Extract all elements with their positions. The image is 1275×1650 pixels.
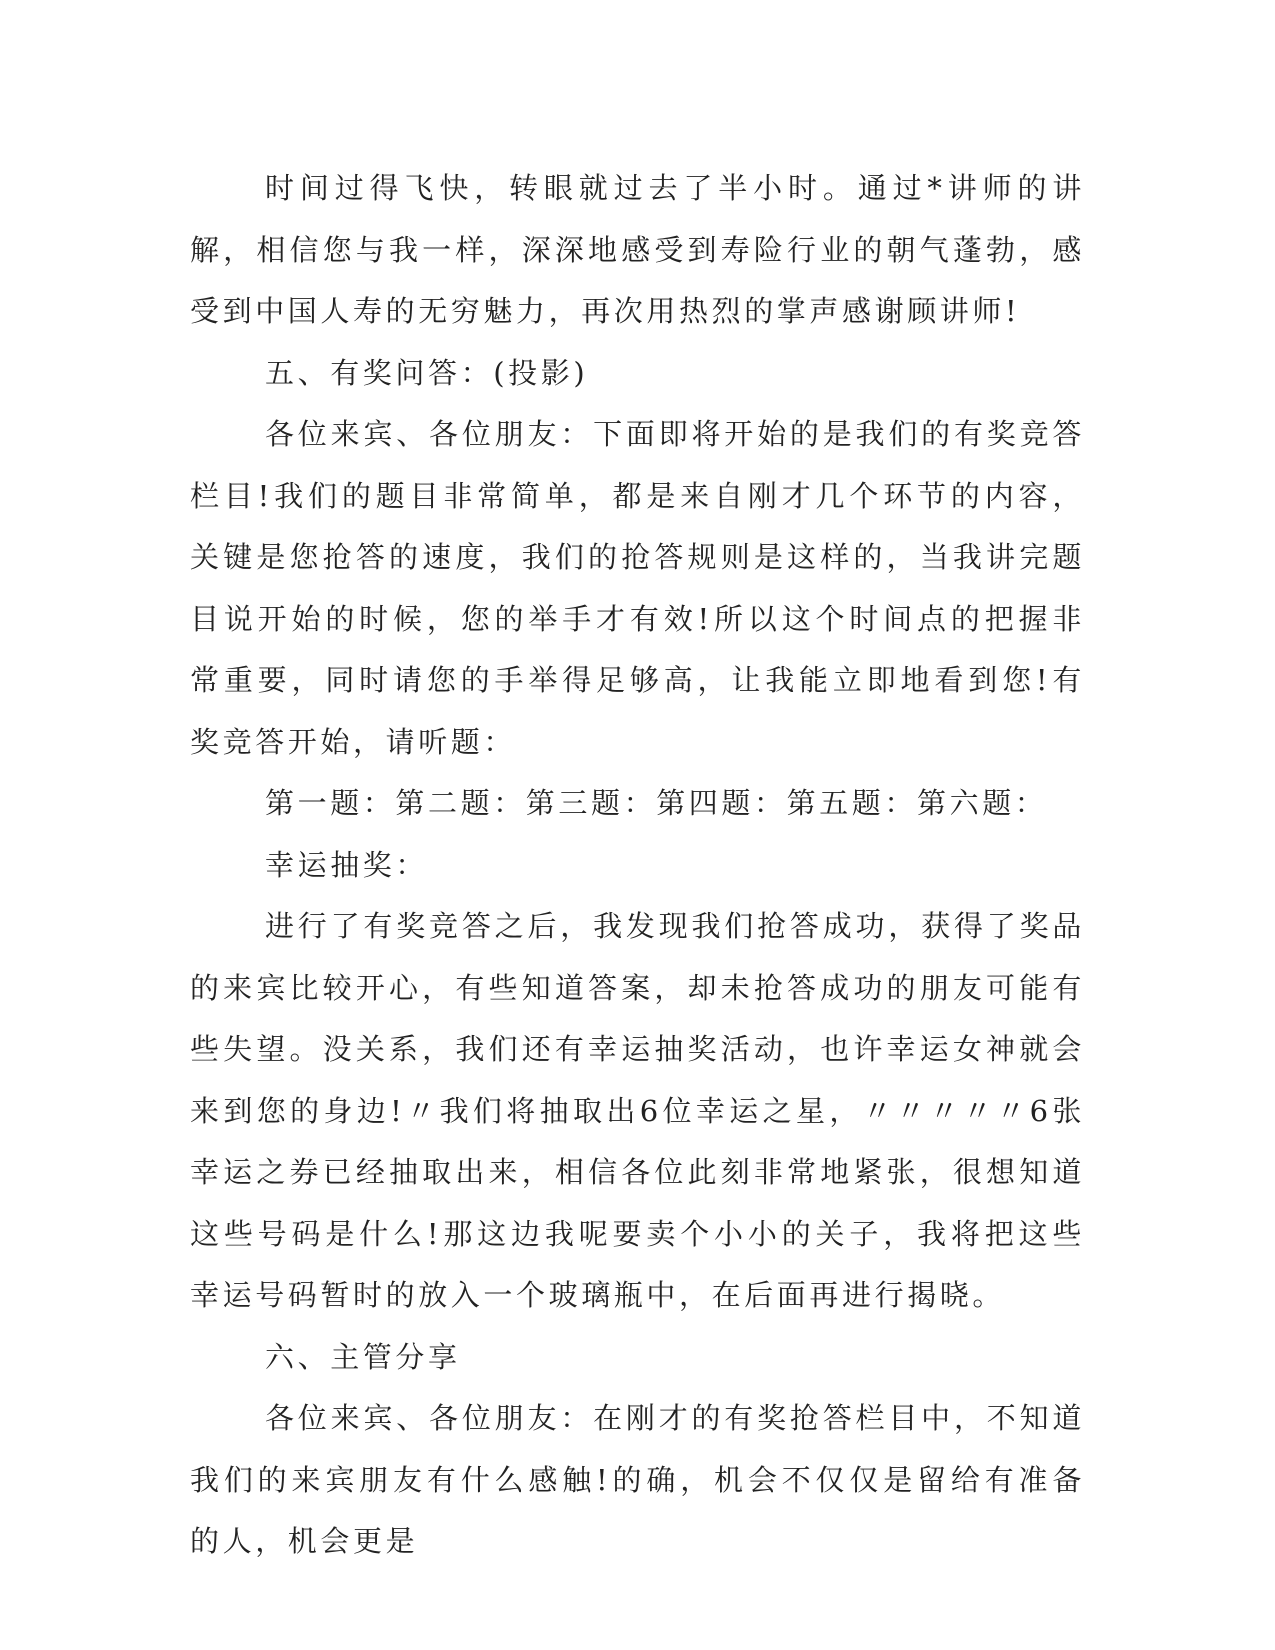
paragraph-quiz-rules: 各位来宾、各位朋友：下面即将开始的是我们的有奖竞答栏目!我们的题目非常简单，都是来自刚才几个环节的内容，关键是您抢答的速度，我们的抢答规则是这样的，当我讲完题目说开始的时候，您的举手才有效!所以这个时间点的把握非常重要，同时请您的手举得足够高，让我能立即地看到您!有奖竞答开始，请听题： xyxy=(190,417,1085,759)
document-body xyxy=(190,158,1085,1573)
section-heading-supervisor-share: 六、主管分享 xyxy=(265,1339,461,1374)
paragraph-lucky-draw: 进行了有奖竞答之后，我发现我们抢答成功，获得了奖品的来宾比较开心，有些知道答案，却未抢答成功的朋友可能有些失望。没关系，我们还有幸运抽奖活动，也许幸运女神就会来到您的身边!〃我们将抽取出6位幸运之星，〃〃〃〃〃6张幸运之券已经抽取出来，相信各位此刻非常地紧张，很想知道这些号码是什么!那这边我呢要卖个小小的关子，我将把这些幸运号码暂时的放入一个玻璃瓶中，在后面再进行揭晓。 xyxy=(190,909,1085,1312)
paragraph-question-list: 第一题：第二题：第三题：第四题：第五题：第六题： xyxy=(265,786,1048,820)
paragraph-supervisor-share: 各位来宾、各位朋友：在刚才的有奖抢答栏目中，不知道我们的来宾朋友有什么感触!的确，机会不仅仅是留给有准备的人，机会更是 xyxy=(190,1401,1085,1558)
paragraph-closing-thanks: 时间过得飞快，转眼就过去了半小时。通过*讲师的讲解，相信您与我一样，深深地感受到寿险行业的朝气蓬勃，感受到中国人寿的无穷魅力，再次用热烈的掌声感谢顾讲师! xyxy=(190,171,1085,328)
section-heading-prize-qa: 五、有奖问答：(投影) xyxy=(265,355,589,390)
subheading-lucky-draw: 幸运抽奖： xyxy=(265,847,429,882)
